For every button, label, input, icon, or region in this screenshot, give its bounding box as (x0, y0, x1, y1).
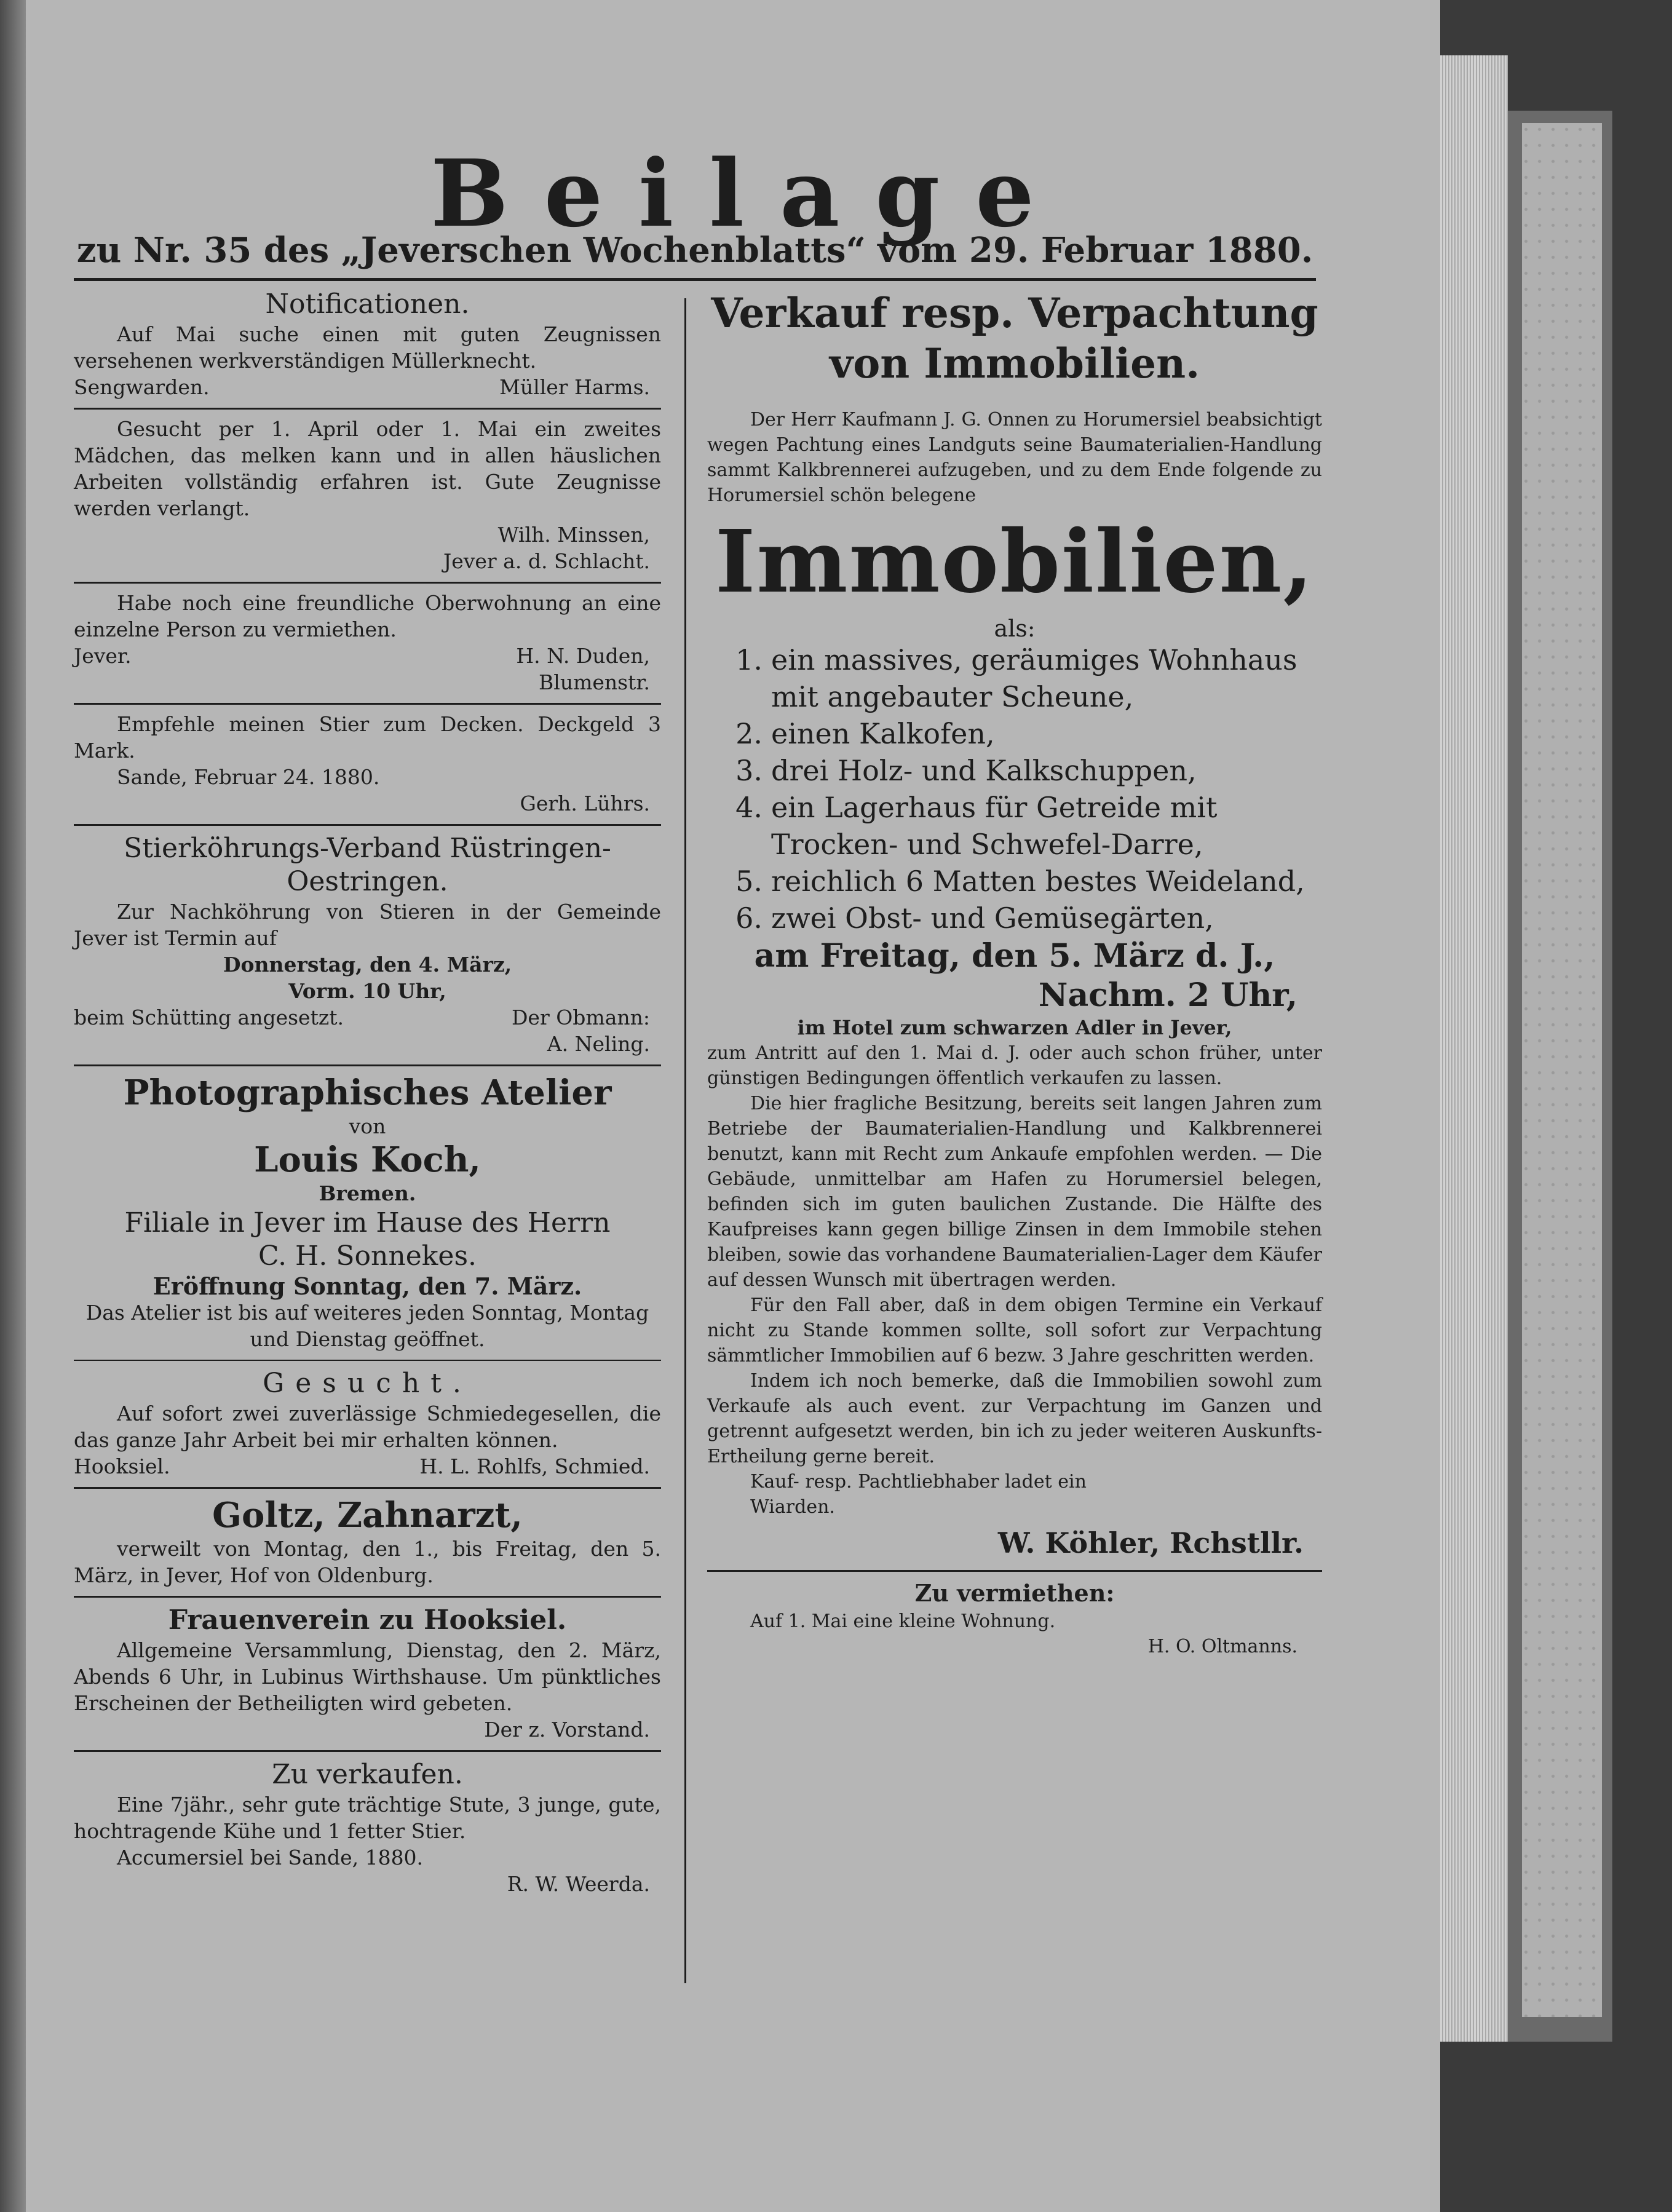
page-stack-edge (1440, 55, 1508, 2042)
ad-separator (74, 824, 661, 826)
ad-gesucht-schmied (74, 1367, 661, 1480)
ad-city: Bremen. (319, 1181, 416, 1205)
ad-signature-line2: Blumenstr. (539, 670, 650, 694)
ad-stierkoehrung (74, 832, 661, 1057)
auction-location: im Hotel zum schwarzen Adler in Jever, (797, 1016, 1232, 1039)
list-item (707, 863, 1322, 900)
immobilien-body-2: Die hier fragliche Besitzung, bereits seit langen Jahren zum Betriebe der Baumaterialien-Handlung und Kalkbrennerei benutzt, kann mit Recht zum Ankaufe empfohlen werden. — Die Gebäude, unmittelbar am Hafen zu Horumersiel belegen, befinden sich im guten baulichen Zustande. Die Hälfte des Kaufpreises kann gegen billige Zinsen in dem Immobile stehen bleiben, sowie das vorhandene Baumaterialien-Lager dem Käufer auf dessen Wunsch mit übertragen werden. (707, 1093, 1322, 1291)
ad-signature: Der z. Vorstand. (484, 1718, 650, 1742)
ad-oberwohnung (74, 590, 661, 696)
ad-heading: Frauenverein zu Hooksiel. (168, 1604, 567, 1636)
ad-place: beim Schütting angesetzt. (74, 1005, 344, 1029)
ad-signature: Müller Harms. (499, 375, 650, 399)
column-divider (684, 298, 686, 1983)
ad-heading: Goltz, Zahnarzt, (212, 1495, 523, 1536)
ad-separator (74, 408, 661, 410)
ad-text: Allgemeine Versammlung, Dienstag, den 2. März, Abends 6 Uhr, in Lubinus Wirthshause. Um pünktliches Erscheinen der Betheiligten wird gebeten. (74, 1638, 661, 1715)
ad-separator (74, 1596, 661, 1598)
auction-time: Nachm. 2 Uhr, (1038, 977, 1298, 1014)
list-item-text: einen Kalkofen, (771, 717, 995, 750)
ad-text: verweilt von Montag, den 1., bis Freitag, den 5. März, in Jever, Hof von Oldenburg. (74, 1537, 661, 1587)
ad-von: von (349, 1114, 386, 1138)
ad-signature: R. W. Weerda. (507, 1872, 650, 1896)
immobilien-big-heading: Immobilien, (715, 512, 1315, 612)
immobilien-body-3: Für den Fall aber, daß in dem obigen Termine ein Verkauf nicht zu Stande kommen sollte, soll sofort zur Verpachtung sämmtlicher Immobilien auf 6 bezw. 3 Jahre geschritten werden. (707, 1294, 1322, 1366)
ad-opening: Eröffnung Sonntag, den 7. März. (153, 1272, 582, 1300)
ad-text: Zur Nachköhrung von Stieren in der Gemeinde Jever ist Termin auf (74, 900, 661, 950)
ad-separator (74, 1360, 661, 1361)
list-item-number: 3. (735, 754, 763, 787)
adjacent-page-edge (0, 0, 26, 2212)
list-item (707, 715, 1322, 752)
vermiethen-text: Auf 1. Mai eine kleine Wohnung. (750, 1611, 1056, 1632)
ad-separator (74, 1487, 661, 1489)
immobilien-signature: W. Köhler, Rchstllr. (997, 1526, 1304, 1560)
ad-filiale-line2: C. H. Sonnekes. (258, 1240, 477, 1272)
ad-signature-line2: Jever a. d. Schlacht. (443, 549, 650, 573)
list-item-text: ein Lagerhaus für Getreide mit Trocken- und Schwefel-Darre, (771, 791, 1218, 861)
list-item-number: 5. (735, 865, 763, 898)
ad-place: Sande, Februar 24. 1880. (117, 765, 380, 789)
ad-heading: Photographisches Atelier (123, 1072, 612, 1113)
ad-signature-row (74, 1453, 661, 1480)
ad-signature-row (74, 643, 661, 669)
immobilien-body-1: zum Antritt auf den 1. Mai d. J. oder auch schon früher, unter günstigen Bedingungen öffentlich verkaufen zu lassen. (707, 1042, 1322, 1089)
ad-text: Habe noch eine freundliche Oberwohnung an eine einzelne Person zu vermiethen. (74, 591, 661, 641)
ad-separator (74, 703, 661, 705)
ad-separator (707, 1570, 1322, 1572)
ad-photo-atelier (74, 1072, 661, 1352)
list-item-text: zwei Obst- und Gemüsegärten, (771, 902, 1214, 935)
ad-zu-verkaufen (74, 1758, 661, 1897)
left-column (74, 288, 661, 1948)
list-item-number: 2. (735, 717, 763, 750)
list-item-number: 1. (735, 643, 763, 676)
ad-name: Louis Koch, (254, 1140, 481, 1180)
ad-signature: Gerh. Lührs. (520, 791, 650, 815)
list-item-text: drei Holz- und Kalkschuppen, (771, 754, 1197, 787)
ad-signature: Wilh. Minssen, (497, 523, 650, 547)
ad-heading: Gesucht. (263, 1368, 472, 1399)
ad-date: Donnerstag, den 4. März, (223, 953, 512, 977)
list-item (707, 900, 1322, 937)
right-column (707, 288, 1322, 2022)
immobilien-als: als: (994, 615, 1036, 642)
ad-stier (74, 711, 661, 817)
list-item (707, 752, 1322, 789)
ad-text: Auf sofort zwei zuverlässige Schmiedegesellen, die das ganze Jahr Arbeit bei mir erhalten können. (74, 1401, 661, 1452)
ad-heading: Stierköhrungs-Verband Rüstringen-Oestringen. (124, 833, 611, 897)
supplement-title: Beilage (430, 140, 1070, 248)
immobilien-place: Wiarden. (750, 1496, 835, 1518)
list-item-text: reichlich 6 Matten bestes Weideland, (771, 865, 1305, 898)
immobilien-body-4: Indem ich noch bemerke, daß die Immobilien sowohl zum Verkaufe als auch event. zur Verpachtung im Ganzen und getrennt aufgesetzt werden, bin ich zu jeder weiteren Auskunfts-Ertheilung gerne bereit. (707, 1370, 1322, 1467)
ad-separator (74, 1064, 661, 1066)
ad-filiale: Filiale in Jever im Hause des Herrn (124, 1207, 611, 1239)
ad-time: Vorm. 10 Uhr, (288, 979, 446, 1003)
auction-date: am Freitag, den 5. März d. J., (754, 937, 1275, 975)
ad-text: Auf Mai suche einen mit guten Zeugnissen versehenen werkverständigen Müllerknecht. (74, 322, 661, 373)
immobilien-intro: Der Herr Kaufmann J. G. Onnen zu Horumersiel beabsichtigt wegen Pachtung eines Landguts seine Baumaterialien-Handlung sammt Kalkbrennerei aufzugeben, und zu dem Ende folgende zu Horumersiel schön belegene (707, 409, 1322, 506)
ad-signature-row (74, 1004, 661, 1031)
ad-gesucht-maedchen (74, 416, 661, 574)
ad-text: Das Atelier ist bis auf weiteres jeden Sonntag, Montag und Dienstag geöffnet. (85, 1301, 649, 1351)
vermiethen-heading: Zu vermiethen: (914, 1579, 1115, 1607)
ad-notificationen (74, 288, 661, 400)
immobilien-title-line2: von Immobilien. (829, 339, 1200, 387)
ad-separator (74, 582, 661, 584)
list-item (707, 641, 1322, 715)
book-cover-texture (1522, 123, 1602, 2017)
header-rule (74, 278, 1316, 281)
ad-signature: H. L. Rohlfs, Schmied. (419, 1454, 650, 1478)
list-item-number: 6. (735, 902, 763, 935)
immobilien-title: Verkauf resp. Verpachtung (711, 289, 1318, 337)
ad-place: Sengwarden. (74, 375, 210, 399)
ad-signature: H. N. Duden, (516, 644, 650, 668)
ad-text: Empfehle meinen Stier zum Decken. Deckgeld 3 Mark. (74, 712, 661, 763)
ad-place: Hooksiel. (74, 1454, 170, 1478)
immobilien-invite: Kauf- resp. Pachtliebhaber ladet ein (750, 1471, 1087, 1493)
immobilien-list (707, 641, 1322, 937)
list-item-text: ein massives, geräumiges Wohnhaus mit angebauter Scheune, (771, 643, 1298, 713)
ad-frauenverein (74, 1604, 661, 1743)
ad-place: Accumersiel bei Sande, 1880. (117, 1845, 424, 1869)
ad-separator (74, 1750, 661, 1752)
ad-goltz (74, 1495, 661, 1588)
supplement-subtitle: zu Nr. 35 des „Jeverschen Wochenblatts“ vom 29. Februar 1880. (76, 230, 1313, 271)
ad-text: Gesucht per 1. April oder 1. Mai ein zweites Mädchen, das melken kann und in allen häuslichen Arbeiten vollständig erfahren ist. Gute Zeugnisse werden verlangt. (74, 417, 661, 520)
ad-signature: Der Obmann: (511, 1005, 650, 1029)
ad-text: Eine 7jähr., sehr gute trächtige Stute, 3 junge, gute, hochtragende Kühe und 1 fetter Stier. (74, 1793, 661, 1843)
vermiethen-signature: H. O. Oltmanns. (1147, 1636, 1298, 1657)
ad-heading: Notificationen. (265, 288, 470, 320)
ad-signature-row (74, 374, 661, 400)
ad-signature-line2: A. Neling. (547, 1032, 650, 1056)
ad-heading: Zu verkaufen. (272, 1759, 463, 1790)
list-item (707, 789, 1322, 863)
list-item-number: 4. (735, 791, 763, 824)
ad-place: Jever. (74, 644, 132, 668)
